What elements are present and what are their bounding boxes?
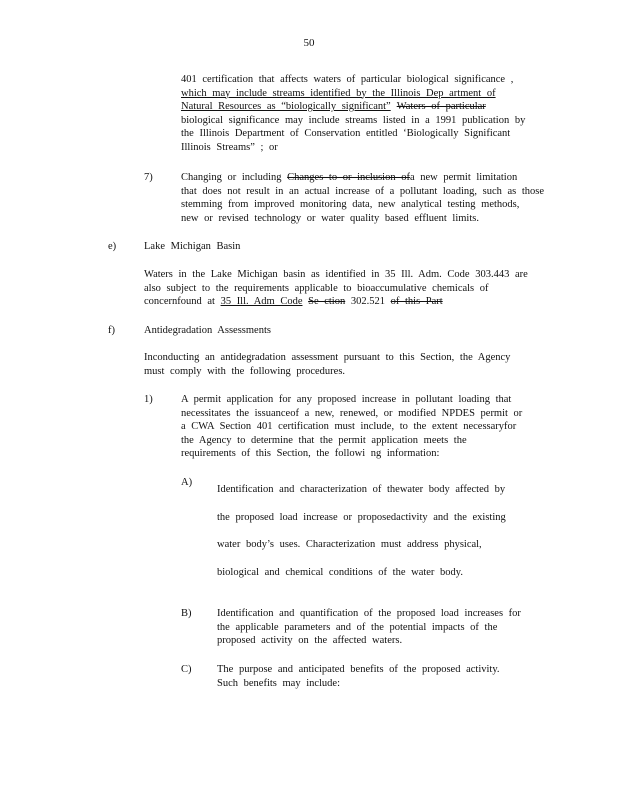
item-a-text <box>217 476 527 586</box>
intro-line-5: the Illinois Department of Conservation entitled ‘Biologically Significant <box>181 128 511 139</box>
inserted-text: Natural Resources as “biologically significant” <box>181 101 391 112</box>
inserted-text: 35 Ill. Adm Code <box>220 296 303 307</box>
item-7-line-3: stemming from improved monitoring data, new analytical testing methods, <box>181 199 520 210</box>
intro-line-6: Illinois Streams” ; or <box>181 141 278 153</box>
intro-line-3 <box>181 100 543 114</box>
section-f-paragraph <box>144 351 540 378</box>
item-1-text <box>181 393 541 461</box>
item-7-label: 7) <box>144 172 153 183</box>
item-1-line-1: A permit application for any proposed increase in pollutant loading that <box>181 394 512 405</box>
intro-line-4: biological significance may include streams listed in a 1991 publication by <box>181 114 526 126</box>
item-a-line-2: the proposed load increase or proposedactivity and the existing <box>217 511 506 523</box>
deleted-text: Waters of particular <box>396 101 486 112</box>
inserted-text: which may include streams identified by the Illinois Dep artment of <box>181 87 496 99</box>
intro-line-1: 401 certification that affects waters of particular biological significance , <box>181 74 514 85</box>
page-number: 50 <box>303 37 315 49</box>
item-c-text <box>217 663 539 690</box>
item-b-line-3: proposed activity on the affected waters. <box>217 635 403 646</box>
intro-line-2 <box>181 87 543 101</box>
item-b-line-1: Identification and quantification of the proposed load increases for <box>217 608 521 619</box>
item-b-line-2: the applicable parameters and of the potential impacts of the <box>217 621 498 633</box>
item-a-line-4: biological and chemical conditions of the water body. <box>217 566 464 578</box>
item-1-line-2: necessitates the issuanceof a new, renewed, or modified NPDES permit or <box>181 407 523 419</box>
item-b-label: B) <box>181 608 192 619</box>
deleted-text: Se ction <box>308 296 346 307</box>
section-f-line-1: Inconducting an antidegradation assessment pursuant to this Section, the Agency <box>144 352 511 363</box>
item-7-line-1: Changing or including Changes to or inclusion ofa new permit limitation <box>181 172 518 183</box>
section-f-heading: Antidegradation Assessments <box>144 325 271 336</box>
item-1-line-5: requirements of this Section, the followi ng information: <box>181 448 440 459</box>
item-c-line-2: Such benefits may include: <box>217 677 341 689</box>
item-1-line-4: the Agency to determine that the permit application meets the <box>181 434 467 446</box>
item-1-line-3: a CWA Section 401 certification must include, to the extent necessaryfor <box>181 421 517 432</box>
deleted-text: of this Part <box>390 296 443 307</box>
section-e-heading: Lake Michigan Basin <box>144 241 241 252</box>
item-a-line-1: Identification and characterization of thewater body affected by <box>217 484 506 495</box>
item-b-text <box>217 607 539 648</box>
item-a-line-3: water body’s uses. Characterization must address physical, <box>217 539 482 550</box>
section-f-label: f) <box>108 325 115 336</box>
item-c-label: C) <box>181 664 192 675</box>
section-e-line-3: concernfound at 35 Ill. Adm Code Se ction 302.521 of this Part <box>144 296 443 307</box>
item-1-label: 1) <box>144 394 153 405</box>
intro-paragraph <box>181 73 543 154</box>
section-e-line-2: also subject to the requirements applicable to bioaccumulative chemicals of <box>144 282 489 294</box>
item-c-line-1: The purpose and anticipated benefits of the proposed activity. <box>217 664 500 675</box>
section-e-line-1: Waters in the Lake Michigan basin as identified in 35 Ill. Adm. Code 303.443 are <box>144 269 528 280</box>
section-f-line-2: must comply with the following procedures. <box>144 365 346 377</box>
item-a-label: A) <box>181 477 193 488</box>
item-7-text <box>181 171 543 225</box>
item-7-line-2: that does not result in an actual increase of a pollutant loading, such as those <box>181 185 545 197</box>
item-7-line-4: new or revised technology or water quality based effluent limits. <box>181 212 479 224</box>
section-e-paragraph <box>144 268 540 309</box>
section-e-label: e) <box>108 241 117 252</box>
deleted-text: Changes to or inclusion of <box>287 172 410 183</box>
